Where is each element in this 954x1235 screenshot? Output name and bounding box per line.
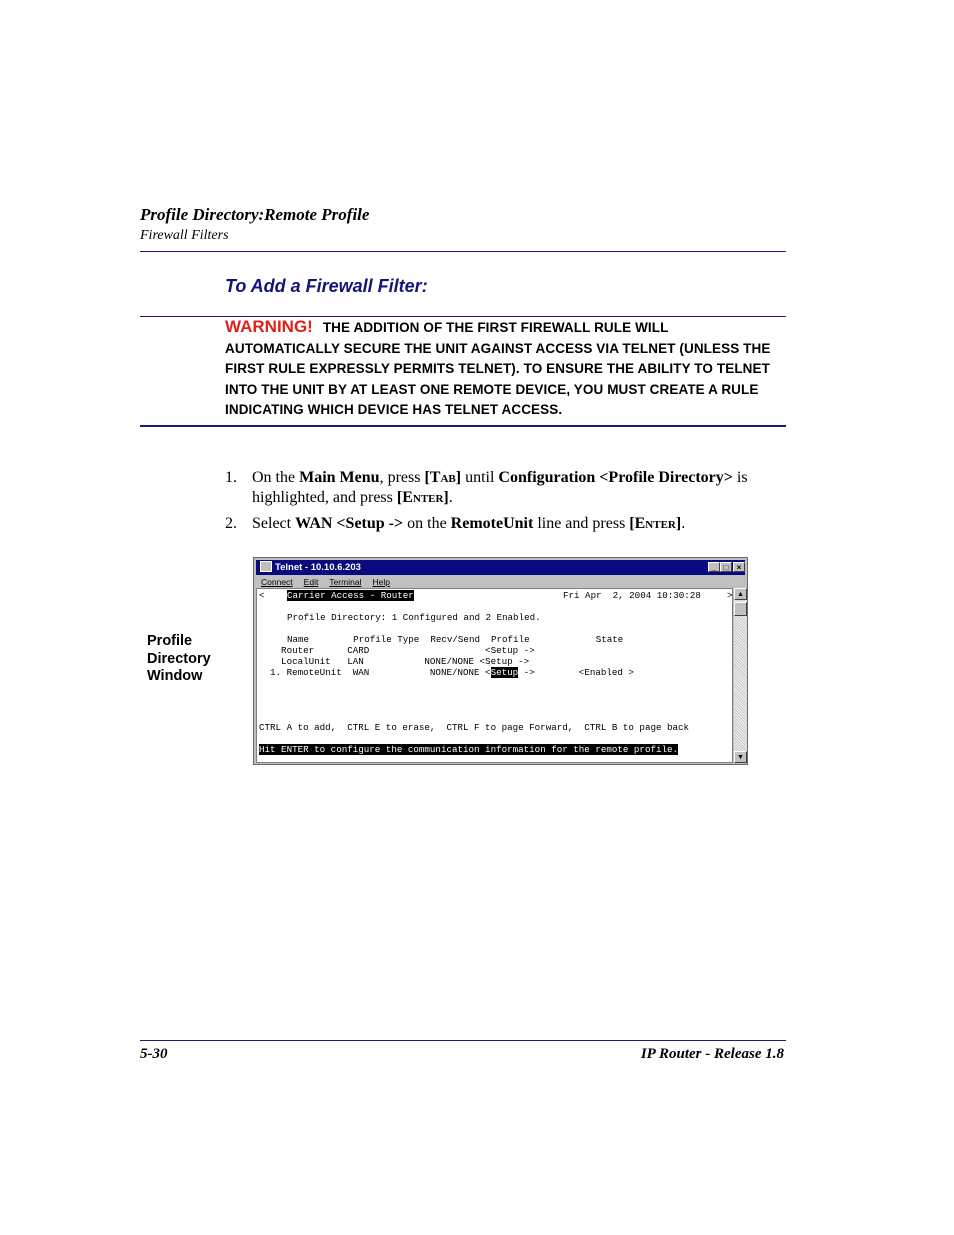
menu-bar bbox=[256, 576, 745, 588]
row-text: -> <Enabled > bbox=[518, 667, 634, 678]
menu-edit[interactable]: Edit bbox=[303, 577, 319, 587]
window-titlebar[interactable] bbox=[256, 560, 745, 575]
footer-divider bbox=[140, 1040, 786, 1041]
terminal-datetime: Fri Apr 2, 2004 10:30:28 bbox=[563, 590, 701, 601]
figure-label-line: Profile bbox=[147, 633, 193, 649]
menu-name: Main Menu bbox=[299, 469, 380, 486]
menu-connect[interactable]: Connect bbox=[261, 577, 293, 587]
step-text: . bbox=[681, 515, 686, 532]
step-2 bbox=[225, 514, 785, 534]
page-number: 5-30 bbox=[140, 1046, 168, 1062]
telnet-app-icon bbox=[260, 561, 272, 572]
key-name: [Tab] bbox=[424, 469, 462, 486]
key-name: [Enter] bbox=[629, 515, 682, 532]
warning-text: THE ADDITION OF THE FIRST FIREWALL RULE WILL AUTOMATICALLY SECURE THE UNIT AGAINST ACCESS VIA TELNET (UNLESS THE FIRST RULE EXPRESSLY PERMITS TELNET). TO ENSURE THE ABILITY TO TELNET INTO THE UNIT BY AT LEAST ONE REMOTE DEVICE, YOU MUST CREATE A RULE INDICATING WHICH DEVICE HAS TELNET ACCESS. bbox=[225, 320, 771, 417]
header-divider bbox=[140, 251, 786, 252]
scroll-down-button[interactable]: ▼ bbox=[734, 751, 747, 763]
warning-block bbox=[225, 317, 785, 421]
step-text: until bbox=[461, 469, 499, 486]
nav-left: < bbox=[259, 590, 265, 601]
terminal-screen[interactable] bbox=[256, 588, 733, 763]
field-name: WAN <Setup -> bbox=[295, 515, 404, 532]
page-header-subtitle: Firewall Filters bbox=[140, 228, 229, 243]
procedure-title: To Add a Firewall Filter: bbox=[225, 276, 428, 296]
profile-name: RemoteUnit bbox=[450, 515, 534, 532]
table-header: Name Profile Type Recv/Send Profile State bbox=[287, 634, 624, 645]
step-1 bbox=[225, 468, 785, 508]
table-row-localunit: LocalUnit LAN NONE/NONE <Setup -> bbox=[259, 656, 530, 667]
warning-bottom-divider bbox=[140, 425, 786, 427]
scroll-thumb[interactable] bbox=[734, 602, 747, 616]
page-header-title: Profile Directory:Remote Profile bbox=[140, 205, 370, 224]
nav-right: > bbox=[727, 590, 733, 601]
table-row-router: Router CARD <Setup -> bbox=[259, 645, 535, 656]
window-title: Telnet - 10.10.6.203 bbox=[275, 562, 361, 573]
help-line: CTRL A to add, CTRL E to erase, CTRL F to page Forward, CTRL B to page back bbox=[259, 722, 690, 733]
product-release: IP Router - Release 1.8 bbox=[640, 1046, 784, 1062]
warning-label: WARNING! bbox=[225, 317, 313, 336]
step-text: line and press bbox=[533, 515, 630, 532]
telnet-window bbox=[253, 557, 748, 765]
maximize-button[interactable]: □ bbox=[720, 562, 732, 572]
step-number: 1. bbox=[225, 469, 237, 486]
close-button[interactable]: × bbox=[733, 562, 745, 572]
row-text: 1. RemoteUnit WAN NONE/NONE < bbox=[259, 667, 491, 678]
status-line: Hit ENTER to configure the communication information for the remote profile. bbox=[259, 744, 679, 755]
table-row-remoteunit[interactable] bbox=[259, 667, 634, 678]
step-text: . bbox=[448, 489, 453, 506]
menu-item-name: Configuration <Profile Directory> bbox=[498, 469, 733, 486]
step-text: on the bbox=[403, 515, 451, 532]
figure-label-line: Window bbox=[147, 668, 203, 684]
vertical-scrollbar[interactable] bbox=[734, 588, 747, 763]
step-list bbox=[225, 468, 785, 540]
selected-setup-field[interactable]: Setup bbox=[490, 667, 519, 678]
figure-label bbox=[147, 633, 211, 686]
menu-help[interactable]: Help bbox=[372, 577, 390, 587]
step-number: 2. bbox=[225, 515, 237, 532]
step-text: , press bbox=[379, 469, 425, 486]
scroll-up-button[interactable]: ▲ bbox=[734, 588, 747, 600]
step-text: is highlighted, and press bbox=[252, 469, 748, 506]
key-name: [Enter] bbox=[396, 489, 449, 506]
step-text: Select bbox=[252, 515, 296, 532]
menu-terminal[interactable]: Terminal bbox=[329, 577, 362, 587]
step-text: On the bbox=[252, 469, 300, 486]
figure-label-line: Directory bbox=[147, 650, 211, 667]
profile-summary: Profile Directory: 1 Configured and 2 Enabled. bbox=[287, 612, 541, 623]
terminal-banner: Carrier Access - Router bbox=[287, 590, 414, 601]
minimize-button[interactable]: _ bbox=[708, 562, 720, 572]
